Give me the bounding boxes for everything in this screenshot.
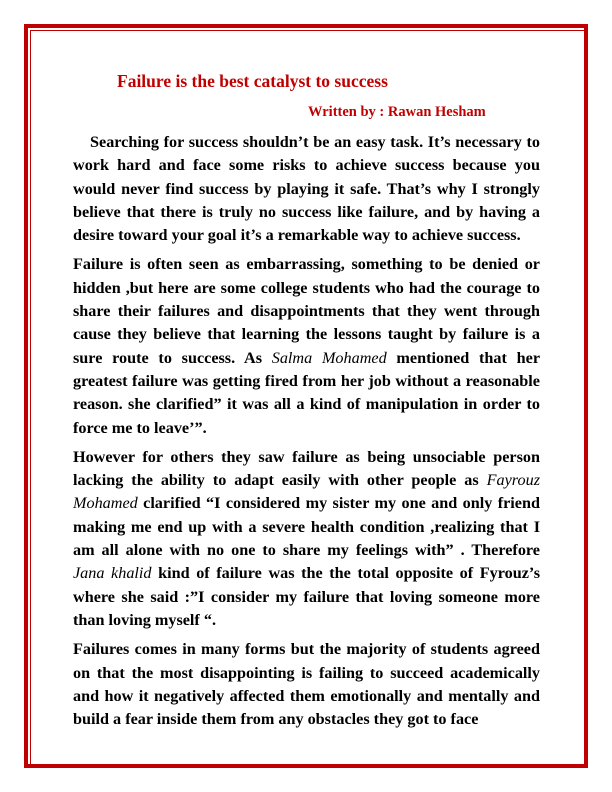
paragraph-fayrouz-jana — [73, 446, 540, 632]
paragraph-text: kind of failure was the the total opposite of Fyrouz’s where she said :”I consider my failure that loving someone more than loving myself “. — [73, 564, 540, 629]
paragraph-salma — [73, 253, 540, 439]
paragraph-conclusion — [73, 638, 540, 731]
person-name-fayrouz: Fayrouz Mohamed — [73, 471, 540, 513]
person-name-jana: Jana khalid — [73, 564, 152, 583]
article-body — [73, 131, 540, 737]
paragraph-text: Failures comes in many forms but the majority of students agreed on that the most disappointing is failing to succeed academically and how it negatively affected them emotionally and mentally and build a fear inside them from any obstacles they got to face — [73, 640, 540, 729]
article-title: Failure is the best catalyst to success — [117, 71, 388, 91]
person-name-salma: Salma Mohamed — [271, 348, 387, 367]
paragraph-text: However for others they saw failure as being unsociable person lacking the ability to adapt easily with other people as — [73, 447, 540, 490]
paragraph-intro — [73, 131, 540, 247]
paragraph-text: Failure is often seen as embarrassing, something to be denied or hidden ,but here are some college students who had the courage to share their failures and disappointments that they went through cause they believe that learning the lessons taught by failure is a sure route to success. As — [73, 255, 540, 367]
paragraph-text: Searching for success shouldn’t be an easy task. It’s necessary to work hard and face some risks to achieve success because you would never find success by playing it safe. That’s why I strongly believe that there is truly no success like failure, and by having a desire toward your goal it’s a remarkable way to achieve success. — [73, 133, 540, 245]
paragraph-text: mentioned that her greatest failure was getting fired from her job without a reasonable reason. she clarified” it was all a kind of manipulation in order to force me to leave’”. — [73, 348, 541, 437]
author-byline: Written by : Rawan Hesham — [308, 104, 486, 120]
paragraph-text: clarified “I considered my sister my one and only friend making me end up with a severe health condition ,realizing that I am all alone with no one to share my feelings with” . Therefore — [73, 494, 540, 560]
